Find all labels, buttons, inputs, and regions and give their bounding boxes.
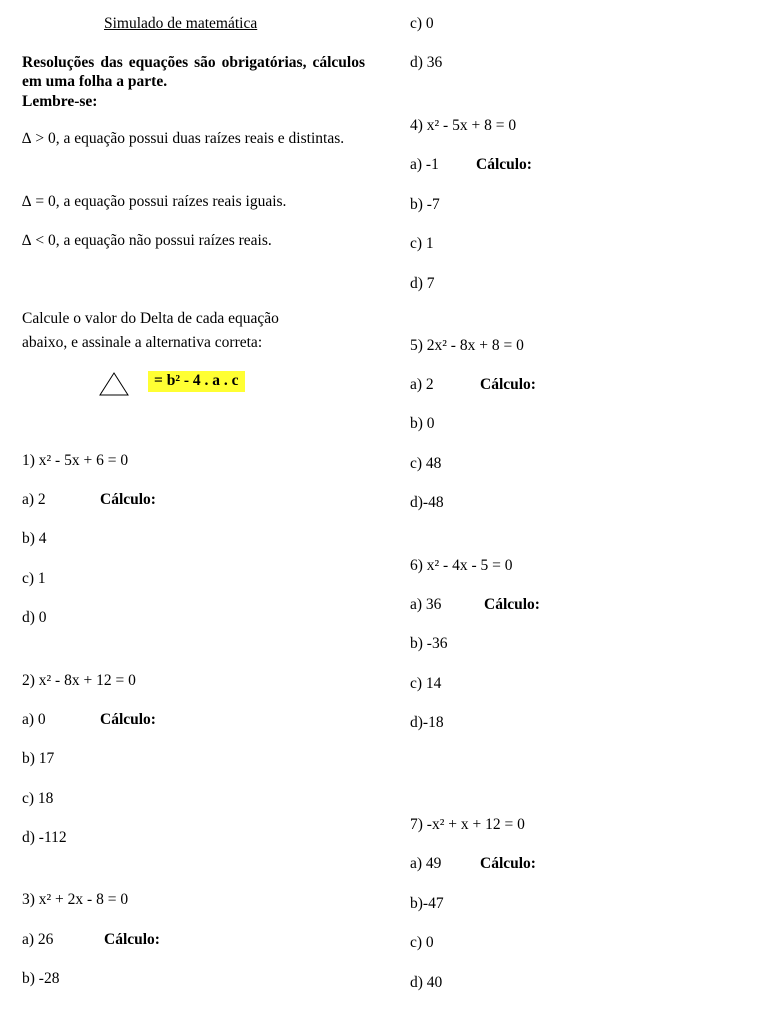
question-1-equation: 1) x² - 5x + 6 = 0 [22,452,129,469]
question-2-equation: 2) x² - 8x + 12 = 0 [22,672,136,689]
question-2-option-a: a) 0 [22,711,46,728]
question-6-option-c: c) 14 [410,675,442,692]
question-6-option-a: a) 36 [410,596,442,613]
question-3-option-d: d) 36 [410,54,443,71]
question-4-calc-label: Cálculo: [476,156,532,173]
question-6-equation: 6) x² - 4x - 5 = 0 [410,557,513,574]
question-5-option-d: d)-48 [410,494,444,511]
question-3-calc-label: Cálculo: [104,931,160,948]
question-1-option-a: a) 2 [22,491,46,508]
question-5-option-c: c) 48 [410,455,442,472]
reminder-heading: Lembre-se: [22,93,98,110]
question-1-option-d: d) 0 [22,609,47,626]
question-7-equation: 7) -x² + x + 12 = 0 [410,816,525,833]
question-7-option-a: a) 49 [410,855,442,872]
question-6-option-d: d)-18 [410,714,444,731]
question-7-option-b: b)-47 [410,895,444,912]
question-3-option-c: c) 0 [410,15,434,32]
delta-formula: = b² - 4 . a . c [148,371,245,392]
question-4-option-d: d) 7 [410,275,435,292]
question-7-option-c: c) 0 [410,934,434,951]
delta-triangle-icon [98,371,130,397]
question-3-equation: 3) x² + 2x - 8 = 0 [22,891,129,908]
prompt-line-2: abaixo, e assinale a alternativa correta: [22,334,263,351]
rule-positive-delta: ∆ > 0, a equação possui duas raízes reais e distintas. [22,130,345,147]
question-5-option-a: a) 2 [410,376,434,393]
question-5-calc-label: Cálculo: [480,376,536,393]
question-2-option-b: b) 17 [22,750,55,767]
question-6-option-b: b) -36 [410,635,448,652]
rule-negative-delta: ∆ < 0, a equação não possui raízes reais. [22,232,272,249]
rule-zero-delta: ∆ = 0, a equação possui raízes reais iguais. [22,193,287,210]
prompt-line-1: Calcule o valor do Delta de cada equação [22,310,279,327]
question-4-equation: 4) x² - 5x + 8 = 0 [410,117,517,134]
question-2-option-c: c) 18 [22,790,54,807]
question-1-option-c: c) 1 [22,570,46,587]
question-3-option-a: a) 26 [22,931,54,948]
question-7-option-d: d) 40 [410,974,443,991]
question-1-option-b: b) 4 [22,530,47,547]
question-2-calc-label: Cálculo: [100,711,156,728]
question-4-option-c: c) 1 [410,235,434,252]
question-4-option-a: a) -1 [410,156,439,173]
question-3-option-b: b) -28 [22,970,60,987]
instructions: Resoluções das equações são obrigatórias, cálculos em uma folha a parte. [22,54,365,90]
question-5-option-b: b) 0 [410,415,435,432]
question-2-option-d: d) -112 [22,829,67,846]
question-6-calc-label: Cálculo: [484,596,540,613]
question-5-equation: 5) 2x² - 8x + 8 = 0 [410,337,524,354]
question-7-calc-label: Cálculo: [480,855,536,872]
page-title: Simulado de matemática [104,15,258,32]
question-1-calc-label: Cálculo: [100,491,156,508]
question-4-option-b: b) -7 [410,196,440,213]
